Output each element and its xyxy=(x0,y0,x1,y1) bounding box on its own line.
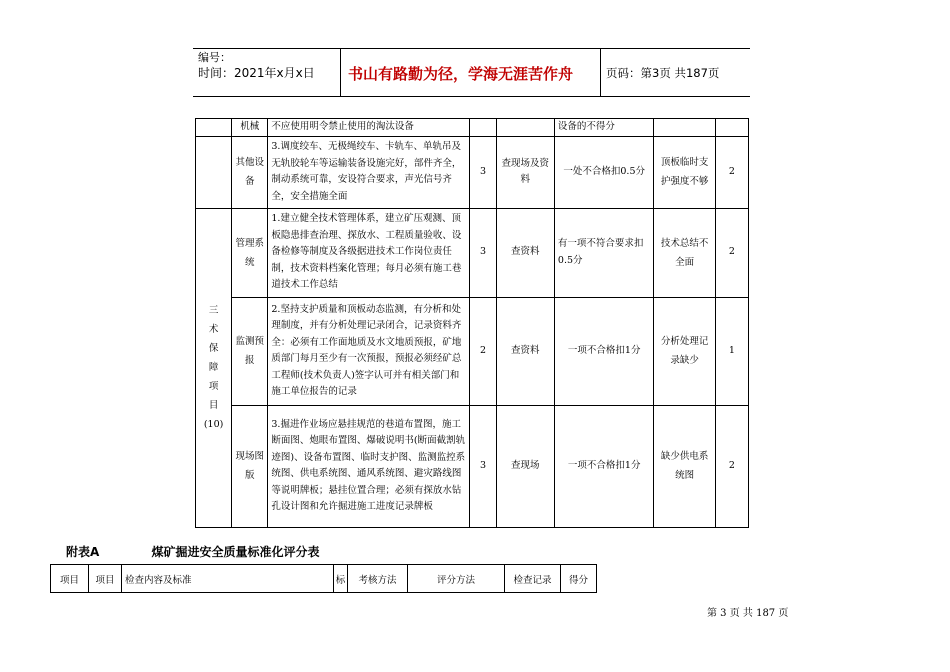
check-method-cell: 查现场及资料 xyxy=(496,136,554,208)
table-cell-blank xyxy=(496,119,554,137)
header-time-label: 时间：2021年x月x日 xyxy=(198,66,315,80)
record-cell: 技术总结不全面 xyxy=(654,208,715,297)
method-cell: 一项不合格扣1分 xyxy=(554,405,654,527)
table-cell-blank xyxy=(654,119,715,137)
header-page-label: 页码：第3页 共187页 xyxy=(606,66,720,80)
section-char: 目 xyxy=(208,400,219,411)
header-row xyxy=(51,565,597,593)
content-cell: 3.调度绞车、无极绳绞车、卡轨车、单轨吊及无轨胶轮车等运输装备设施完好，部件齐全，制动系统可靠，安设符合要求，声光信号齐全，安全措施全面 xyxy=(268,136,470,208)
page-footer: 第 3 页 共 187 页 xyxy=(707,608,789,619)
content-cell: 2.坚持支护质量和顶板动态监测，有分析和处理制度，并有分析处理记录闭合，记录资料齐全：必须有工作面地质及水文地质预报，矿地质部门每月至少有一次预报，预报必须经矿总工程师(技术负责人)签字认可并有相关部门和施工单位报告的记录 xyxy=(268,297,470,405)
table-cell-blank xyxy=(196,136,232,208)
method-cell: 设备的不得分 xyxy=(554,119,654,137)
score-cell: 3 xyxy=(470,136,496,208)
header-divider-left xyxy=(340,48,341,96)
col-header-method: 评分方法 xyxy=(408,565,505,593)
appendix-heading xyxy=(66,543,320,560)
content-cell: 3.掘进作业场应悬挂规范的巷道布置图，施工断面图、炮眼布置图、爆破说明书(断面截割轨迹图)、设备布置图、临时支护图、监测监控系统图、供电系统图、通风系统图、避灾路线图等说明牌板；悬挂位置合理；必须有探放水钻孔设计图和允许掘进施工进度记录牌板 xyxy=(268,405,470,527)
item-label: 其他设备 xyxy=(232,136,268,208)
table-row xyxy=(196,297,749,405)
score-cell: 3 xyxy=(470,208,496,297)
check-method-cell: 查资料 xyxy=(496,208,554,297)
method-cell: 有一项不符合要求扣0.5分 xyxy=(554,208,654,297)
item-label: 现场图版 xyxy=(232,405,268,527)
appendix-title: 煤矿掘进安全质量标准化评分表 xyxy=(151,545,320,559)
col-header-record: 检查记录 xyxy=(505,565,561,593)
header-motto: 书山有路勤为径，学海无涯苦作舟 xyxy=(348,65,574,83)
header-bottom-rule xyxy=(193,96,750,97)
table-cell-blank xyxy=(470,119,496,137)
check-method-cell: 查现场 xyxy=(496,405,554,527)
col-header-check-method: 考核方法 xyxy=(348,565,408,593)
col-header-content: 检查内容及标准 xyxy=(122,565,334,593)
standard-table xyxy=(195,118,749,528)
col-header-item: 项目 xyxy=(51,565,89,593)
method-cell: 一处不合格扣0.5分 xyxy=(554,136,654,208)
appendix-label: 附表A xyxy=(66,545,100,559)
table-row xyxy=(196,405,749,527)
item-label: 管理系统 xyxy=(232,208,268,297)
table-row xyxy=(196,208,749,297)
record-cell: 分析处理记录缺少 xyxy=(654,297,715,405)
item-label: 机械 xyxy=(232,119,268,137)
section-char: 项 xyxy=(208,381,219,392)
score-table-header xyxy=(50,564,597,593)
deduct-cell: 2 xyxy=(715,208,748,297)
section-char: (10) xyxy=(203,419,224,430)
table-row xyxy=(196,136,749,208)
section-char: 障 xyxy=(208,362,219,373)
col-header-item: 项目 xyxy=(89,565,122,593)
record-cell: 缺少供电系统图 xyxy=(654,405,715,527)
col-header-deduct: 得分 xyxy=(561,565,597,593)
score-cell: 3 xyxy=(470,405,496,527)
header-divider-right xyxy=(600,48,601,96)
score-cell: 2 xyxy=(470,297,496,405)
check-method-cell: 查资料 xyxy=(496,297,554,405)
content-cell: 不应使用明令禁止使用的淘汰设备 xyxy=(268,119,470,137)
content-cell: 1.建立健全技术管理体系，建立矿压观测、顶板隐患排查治理、探放水、工程质量验收、设备检修等制度及各级据进技术工作岗位责任制，技术资料档案化管理；每月必须有施工巷道技术工作总结 xyxy=(268,208,470,297)
section-char: 三 xyxy=(208,305,219,316)
section-char: 术 xyxy=(208,324,219,335)
header-number-label: 编号： xyxy=(198,51,231,64)
section-label xyxy=(196,208,232,527)
deduct-cell: 2 xyxy=(715,405,748,527)
table-row xyxy=(196,119,749,137)
col-header-score: 标 xyxy=(334,565,348,593)
section-char: 保 xyxy=(208,343,219,354)
deduct-cell: 2 xyxy=(715,136,748,208)
record-cell: 顶板临时支护强度不够 xyxy=(654,136,715,208)
table-cell-blank xyxy=(196,119,232,137)
item-label: 监测预报 xyxy=(232,297,268,405)
deduct-cell: 1 xyxy=(715,297,748,405)
table-cell-blank xyxy=(715,119,748,137)
header-top-rule xyxy=(193,48,750,49)
method-cell: 一项不合格扣1分 xyxy=(554,297,654,405)
